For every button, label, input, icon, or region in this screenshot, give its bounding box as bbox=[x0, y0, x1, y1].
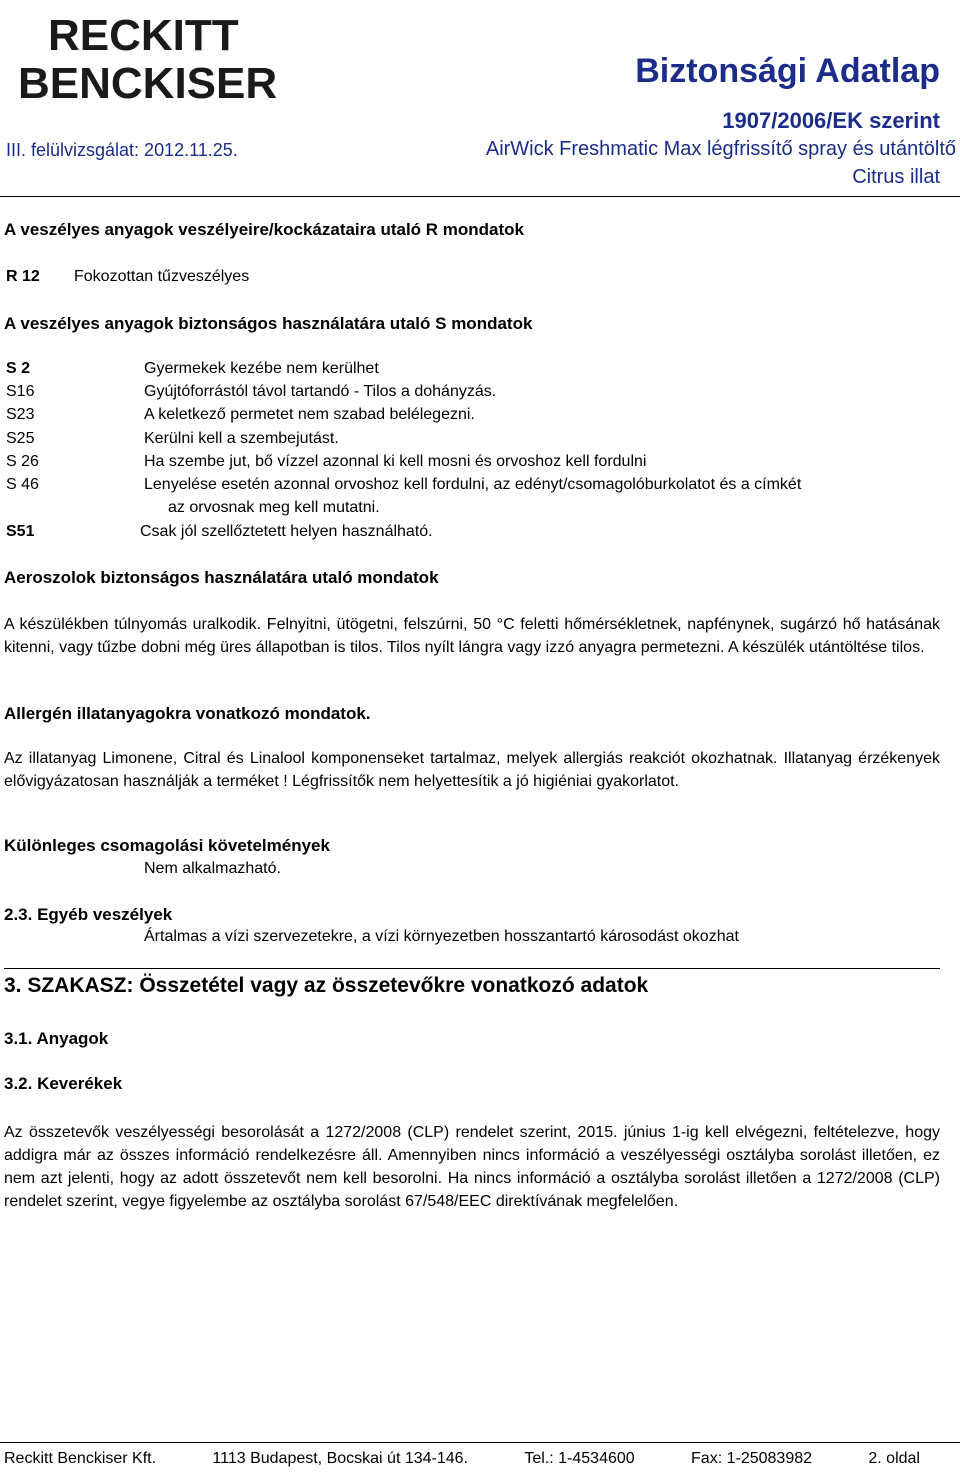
s-phrase-code: S 2 bbox=[6, 360, 31, 377]
regulation-label: 1907/2006/EK szerint bbox=[722, 108, 940, 133]
other-hazards-heading: 2.3. Egyéb veszélyek bbox=[4, 905, 173, 924]
mixtures-heading: 3.2. Keverékek bbox=[4, 1074, 123, 1093]
logo-line2: BENCKISER bbox=[18, 59, 278, 104]
s-phrase-text: Ha szembe jut, bő vízzel azonnal ki kell mosni és orvoshoz kell fordulni bbox=[144, 453, 647, 470]
s-phrase-code: S23 bbox=[6, 406, 35, 423]
substances-heading: 3.1. Anyagok bbox=[4, 1029, 109, 1048]
footer-address: 1113 Budapest, Bocskai út 134-146. bbox=[212, 1450, 468, 1467]
footer-page-number: 2. oldal bbox=[868, 1450, 920, 1467]
reckitt-benckiser-logo bbox=[8, 4, 298, 104]
footer-phone: Tel.: 1-4534600 bbox=[524, 1450, 635, 1467]
r-phrases-heading: A veszélyes anyagok veszélyeire/kockázataira utaló R mondatok bbox=[4, 220, 525, 239]
mixtures-text: Az összetevők veszélyességi besorolását a 1272/2008 (CLP) rendelet szerint, 2015. június 1-ig kell elvégezni, feltételezve, hogy addigra már az összes információ rendelkezésre áll. Amennyiben nincs információ a veszélyességi osztályba sorolást illetően, ez nem azt jelenti, hogy az adott összetevőt nem kell besorolni. Ha nincs információ a osztályba sorolást illetően a 1272/2008 (CLP) rendelet szerint, vegye figyelembe az osztályba sorolást 67/548/EEC direktívának megfelelően. bbox=[4, 1124, 940, 1210]
s-phrase-text: Lenyelése esetén azonnal orvoshoz kell fordulni, az edényt/csomagolóburkolatot és a címkét bbox=[144, 476, 802, 493]
packaging-heading: Különleges csomagolási követelmények bbox=[4, 836, 330, 855]
s-phrase-code: S 46 bbox=[6, 476, 39, 493]
aerosol-text: A készülékben túlnyomás uralkodik. Felnyitni, ütögetni, felszúrni, 50 °C feletti hőmérsékletnek, napfénynek, sugárzó hő hatásának kitenni, vagy tűzbe dobni még üres állapotban is tilos. Tilos nyílt lángra vagy izzó anyagra permetezni. A készülék utántöltése tilos. bbox=[4, 616, 940, 656]
allergen-heading: Allergén illatanyagokra vonatkozó mondatok. bbox=[4, 704, 371, 723]
packaging-text: Nem alkalmazható. bbox=[144, 860, 281, 877]
s-phrase-code: S25 bbox=[6, 430, 35, 447]
s-phrase-text-continued: az orvosnak meg kell mutatni. bbox=[168, 499, 380, 516]
product-variant: Citrus illat bbox=[852, 166, 940, 188]
s-phrase-text: A keletkező permetet nem szabad belélegezni. bbox=[144, 406, 475, 423]
aerosol-heading: Aeroszolok biztonságos használatára utaló mondatok bbox=[4, 568, 439, 587]
header-divider bbox=[0, 196, 960, 197]
s-phrase-code: S 26 bbox=[6, 453, 39, 470]
r-phrase-code: R 12 bbox=[6, 268, 40, 285]
s-phrase-text: Kerülni kell a szembejutást. bbox=[144, 430, 339, 447]
footer-fax: Fax: 1-25083982 bbox=[691, 1450, 813, 1467]
revision-date: III. felülvizsgálat: 2012.11.25. bbox=[6, 140, 238, 160]
s-phrase-code: S16 bbox=[6, 383, 35, 400]
logo-line1: RECKITT bbox=[48, 11, 239, 60]
footer bbox=[4, 1450, 920, 1468]
s-phrase-text: Csak jól szellőztetett helyen használható. bbox=[140, 523, 433, 540]
s-phrase-code: S51 bbox=[6, 523, 35, 540]
s-phrase-text: Gyermekek kezébe nem kerülhet bbox=[144, 360, 379, 377]
footer-company: Reckitt Benckiser Kft. bbox=[4, 1450, 157, 1467]
section-divider bbox=[4, 968, 940, 969]
product-name: AirWick Freshmatic Max légfrissítő spray és utántöltő bbox=[485, 138, 956, 160]
section3-heading: 3. SZAKASZ: Összetétel vagy az összetevőkre vonatkozó adatok bbox=[4, 974, 649, 997]
other-hazards-text: Ártalmas a vízi szervezetekre, a vízi környezetben hosszantartó károsodást okozhat bbox=[144, 928, 739, 945]
r-phrase-text: Fokozottan tűzveszélyes bbox=[74, 268, 250, 285]
s-phrase-text: Gyújtóforrástól távol tartandó - Tilos a dohányzás. bbox=[144, 383, 497, 400]
allergen-text: Az illatanyag Limonene, Citral és Linalool komponenseket tartalmaz, melyek allergiás reakciót okozhatnak. Illatanyag érzékenyek elővigyázatosan használják a terméket ! Légfrissítők nem helyettesítik a jó higiéniai gyakorlatot. bbox=[4, 750, 940, 790]
s-phrases-heading: A veszélyes anyagok biztonságos használatára utaló S mondatok bbox=[4, 314, 533, 333]
document-title: Biztonsági Adatlap bbox=[635, 52, 940, 90]
footer-divider bbox=[0, 1442, 960, 1443]
